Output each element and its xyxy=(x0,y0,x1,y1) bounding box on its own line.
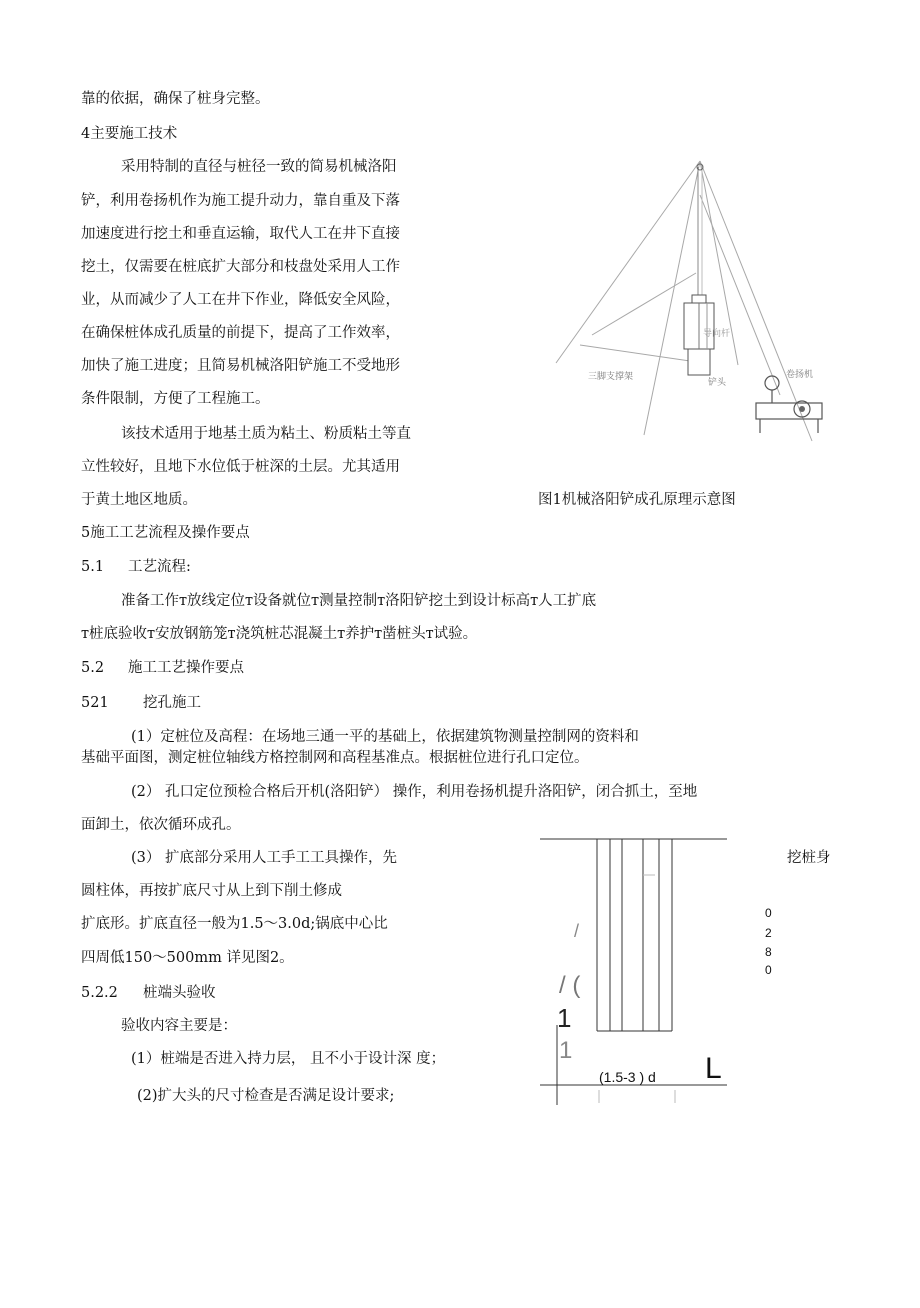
acceptance-intro: 验收内容主要是： xyxy=(121,1018,237,1034)
top-continuation-line: 靠的依据，确保了桩身完整。 xyxy=(81,91,270,107)
fig2-slash-1: / xyxy=(574,921,580,941)
fig2-digit: 2 xyxy=(765,926,772,940)
item-1-line: (1）定桩位及高程：在场地三通一平的基础上，依据建筑物测量控制网的资料和 xyxy=(131,729,639,745)
para1-line: 业，从而减少了人工在井下作业，降低安全风险， xyxy=(81,292,400,308)
section-5-2-title: 施工工艺操作要点 xyxy=(128,660,244,676)
fig2-digit: 0 xyxy=(765,906,772,920)
para1-line: 条件限制，方便了工程施工。 xyxy=(81,391,270,407)
item-3-line: 圆柱体，再按扩底尺寸从上到下削土修成 xyxy=(81,883,342,899)
fig2-digit: 0 xyxy=(765,963,772,977)
item-3-line: (3） 扩底部分采用人工手工工具操作，先 xyxy=(131,850,397,866)
fig2-digit: 8 xyxy=(765,945,772,959)
fig1-label-guide-rod: 导向杆 xyxy=(703,328,731,338)
item-3-line: 四周低150～500mm 详见图2。 xyxy=(81,950,294,966)
item-3-line-end: 挖桩身 xyxy=(787,850,831,866)
section-5-heading: 5施工工艺流程及操作要点 xyxy=(81,525,250,541)
fig2-mark-2: 1 xyxy=(559,1037,573,1064)
para1-line: 挖土，仅需要在桩底扩大部分和枝盘处采用人工作 xyxy=(81,259,400,275)
section-5-1-number: 5.1 xyxy=(81,559,105,575)
item-2-line: (2） 孔口定位预检合格后开机(洛阳铲） 操作，利用卷扬机提升洛阳铲，闭合抓土，至地 xyxy=(131,784,698,800)
fig2-dimension-label: (1.5-3 ) d xyxy=(599,1069,656,1085)
para1-line: 在确保桩体成孔质量的前提下，提高了工作效率， xyxy=(81,325,400,341)
para2-line: 立性较好，且地下水位低于桩深的土层。尤其适用 xyxy=(81,459,400,475)
acceptance-item: (2)扩大头的尺寸检查是否满足设计要求; xyxy=(137,1088,395,1104)
item-3-line: 扩底形。扩底直径一般为1.5～3.0d;锅底中心比 xyxy=(81,916,388,932)
section-4-heading: 4主要施工技术 xyxy=(81,126,178,142)
section-5-2-number: 5.2 xyxy=(81,660,105,676)
item-2-line: 面卸土，依次循环成孔。 xyxy=(81,817,241,833)
acceptance-item: (1）桩端是否进入持力层， 且不小于设计深 度； xyxy=(131,1051,446,1067)
fig1-label-shovel-head: 铲头 xyxy=(708,377,727,387)
fig2-mark-1: 1 xyxy=(557,1003,572,1033)
fig2-corner-mark: L xyxy=(705,1052,722,1085)
para2-line: 该技术适用于地基土质为粘土、粉质粘土等直 xyxy=(121,426,411,442)
section-5-2-2-title: 桩端头验收 xyxy=(143,985,216,1001)
section-5-2-2-number: 5.2.2 xyxy=(81,985,118,1001)
section-5-1-title: 工艺流程: xyxy=(128,559,191,575)
para1-line: 加快了施工进度；且简易机械洛阳铲施工不受地形 xyxy=(81,358,400,374)
section-5-2-1-number: 521 xyxy=(81,695,109,711)
fig1-label-winch: 卷扬机 xyxy=(786,369,814,379)
item-1-line: 基础平面图，测定桩位轴线方格控制网和高程基准点。根据桩位进行孔口定位。 xyxy=(81,750,589,766)
figure-1-caption: 图1机械洛阳铲成孔原理示意图 xyxy=(538,492,736,508)
para1-line: 铲，利用卷扬机作为施工提升动力，靠自重及下落 xyxy=(81,193,400,209)
fig2-slash-2: / ( xyxy=(559,972,581,999)
fig1-label-tripod: 三脚支撑架 xyxy=(588,371,634,381)
figure-1-diagram xyxy=(540,155,830,455)
para1-line: 采用特制的直径与桩径一致的简易机械洛阳 xyxy=(121,159,397,175)
para1-line: 加速度进行挖土和垂直运输，取代人工在井下直接 xyxy=(81,226,400,242)
para2-line: 于黄土地区地质。 xyxy=(81,492,197,508)
section-5-2-1-title: 挖孔施工 xyxy=(143,695,201,711)
process-flow-line: 准备工作т放线定位т设备就位т测量控制т洛阳铲挖土到设计标高т人工扩底 xyxy=(121,593,597,609)
process-flow-line: т桩底验收т安放钢筋笼т浇筑桩芯混凝土т养护т凿桩头т试验。 xyxy=(81,626,478,642)
